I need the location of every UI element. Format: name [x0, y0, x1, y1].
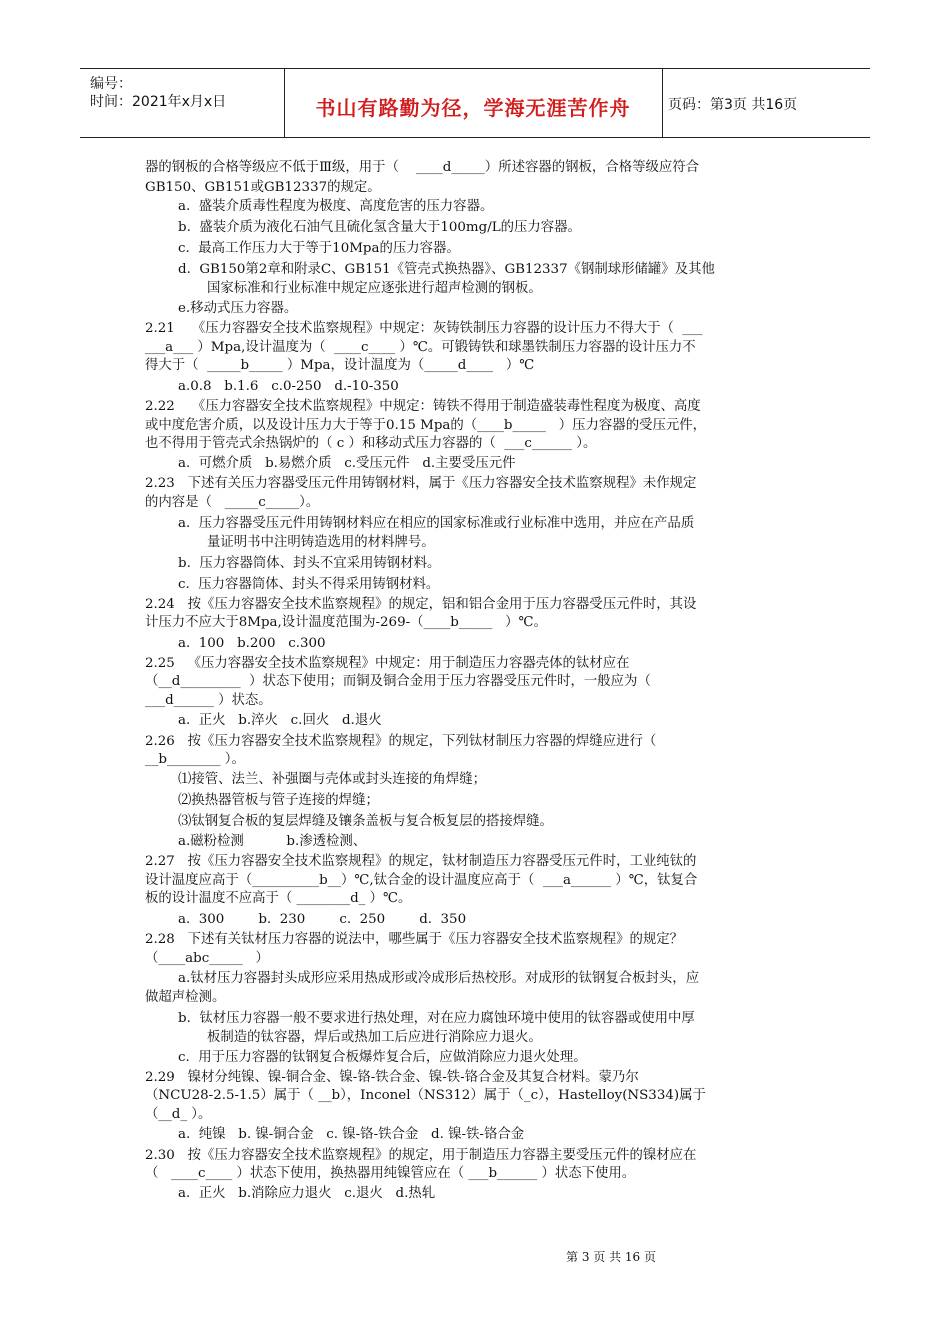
option-line: a. 纯镍 b. 镍-铜合金 c. 镍-铬-铁合金 d. 镍-铁-铬合金	[178, 1127, 525, 1142]
number-label: 编号：	[90, 76, 132, 92]
question-line: 也不得用于管壳式余热锅炉的（ c ）和移动式压力容器的（ ___c______ ）。	[145, 436, 597, 451]
date-label: 时间：2021年x月x日	[90, 94, 227, 110]
option-line: b. 盛装介质为液化石油气且硫化氢含量大于100mg/L的压力容器。	[178, 220, 581, 235]
question-line: 2.27 按《压力容器安全技术监察规程》的规定，钛材制造压力容器受压元件时，工业纯钛的	[145, 854, 697, 869]
option-line: a.磁粉检测 b.渗透检测、	[178, 834, 367, 849]
page-number-label: 页码：第3页 共16页	[668, 97, 798, 113]
question-line: 2.28 下述有关钛材压力容器的说法中，哪些属于《压力容器安全技术监察规程》的规定？	[145, 932, 684, 947]
motto-text: 书山有路勤为径，学海无涯苦作舟	[315, 96, 631, 120]
option-line: e.移动式压力容器。	[178, 301, 298, 316]
question-line: 2.26 按《压力容器安全技术监察规程》的规定，下列钛材制压力容器的焊缝应进行（	[145, 734, 657, 749]
option-line: 量证明书中注明铸造选用的材料牌号。	[207, 535, 435, 550]
option-line: ⑶钛钢复合板的复层焊缝及镶条盖板与复合板复层的搭接焊缝。	[178, 814, 553, 829]
option-line: a. 100 b.200 c.300	[178, 636, 326, 651]
question-line: （____abc_____ ）	[145, 951, 269, 966]
option-line: a. 压力容器受压元件用铸钢材料应在相应的国家标准或行业标准中选用，并应在产品质	[178, 516, 695, 531]
question-line: 得大于（ _____b_____ ）Mpa，设计温度为（_____d____ ）℃	[145, 358, 535, 373]
option-line: b. 压力容器筒体、封头不宜采用铸钢材料。	[178, 556, 441, 571]
option-line: b. 钛材压力容器一般不要求进行热处理，对在应力腐蚀环境中使用的钛容器或使用中厚	[178, 1011, 695, 1026]
text-line: GB150、GB151或GB12337的规定。	[145, 180, 381, 195]
question-line: 2.23 下述有关压力容器受压元件用铸钢材料，属于《压力容器安全技术监察规程》未作规定	[145, 476, 697, 491]
option-line: c. 用于压力容器的钛钢复合板爆炸复合后，应做消除应力退火处理。	[178, 1050, 587, 1065]
question-line: 板的设计温度不应高于（ ________d_ ）℃。	[145, 891, 412, 906]
option-line: a. 可燃介质 b.易燃介质 c.受压元件 d.主要受压元件	[178, 456, 516, 471]
question-line: 或中度危害介质，以及设计压力大于等于0.15 Mpa的（____b_____ ）压力容器的受压元件，	[145, 418, 707, 433]
text-line: 器的钢板的合格等级应不低于Ⅲ级，用于（ ____d_____）所述容器的钢板，合格等级应符合	[145, 160, 700, 175]
question-line: （__d_________ ）状态下使用；而铜及铜合金用于压力容器受压元件时，一般应为（	[145, 674, 651, 689]
option-line: ⑵换热器管板与管子连接的焊缝；	[178, 793, 379, 808]
option-line: a.钛材压力容器封头成形应采用热成形或冷成形后热校形。对成形的钛钢复合板封头，应	[178, 971, 700, 986]
footer-page-number: 第 3 页 共 16 页	[566, 1250, 656, 1264]
question-line: 2.29 镍材分纯镍、镍-铜合金、镍-铬-铁合金、镍-铁-铬合金及其复合材料。蒙乃尔	[145, 1070, 639, 1085]
question-line: ___d______ ）状态。	[145, 693, 272, 708]
question-line: ___a___ ）Mpa,设计温度为（ ____c____ ）℃。可锻铸铁和球墨铁制压力容器的设计压力不	[145, 340, 696, 355]
option-line: ⑴接管、法兰、补强圈与壳体或封头连接的角焊缝；	[178, 772, 486, 787]
option-line: c. 最高工作压力大于等于10Mpa的压力容器。	[178, 241, 460, 256]
option-line: 国家标准和行业标准中规定应逐张进行超声检测的钢板。	[207, 281, 542, 296]
option-line: d. GB150第2章和附录C、GB151《管壳式换热器》、GB12337《钢制球形储罐》及其他	[178, 262, 715, 277]
header-meta-cell	[80, 69, 285, 137]
question-line: 2.21 《压力容器安全技术监察规程》中规定：灰铸铁制压力容器的设计压力不得大于（ ___	[145, 321, 703, 336]
header-page-cell	[664, 69, 870, 137]
header-motto-cell	[284, 69, 663, 137]
question-line: __b________ ）。	[145, 752, 245, 767]
option-line: a. 盛装介质毒性程度为极度、高度危害的压力容器。	[178, 199, 494, 214]
question-line: 计压力不应大于8Mpa,设计温度范围为-269-（____b_____ ）℃。	[145, 615, 547, 630]
option-line: c. 压力容器筒体、封头不得采用铸钢材料。	[178, 577, 440, 592]
question-line: 2.25 《压力容器安全技术监察规程》中规定：用于制造压力容器壳体的钛材应在	[145, 656, 630, 671]
question-line: （ ____c____ ）状态下使用，换热器用纯镍管应在（ ___b______ ）状态下使用。	[145, 1166, 636, 1181]
question-line: 2.22 《压力容器安全技术监察规程》中规定：铸铁不得用于制造盛装毒性程度为极度、高度	[145, 399, 701, 414]
option-line: a. 正火 b.淬火 c.回火 d.退火	[178, 713, 382, 728]
page-header	[80, 68, 870, 138]
option-line: a.0.8 b.1.6 c.0-250 d.-10-350	[178, 379, 399, 394]
question-line: 的内容是（ _____c_____）。	[145, 495, 320, 510]
option-line: a. 正火 b.消除应力退火 c.退火 d.热轧	[178, 1186, 436, 1201]
question-line: 2.24 按《压力容器安全技术监察规程》的规定，铝和铝合金用于压力容器受压元件时，其设	[145, 597, 697, 612]
option-line: 做超声检测。	[145, 990, 226, 1005]
question-line: （__d_ ）。	[145, 1107, 212, 1122]
option-line: a. 300 b. 230 c. 250 d. 350	[178, 912, 467, 927]
question-line: 2.30 按《压力容器安全技术监察规程》的规定，用于制造压力容器主要受压元件的镍材应在	[145, 1148, 697, 1163]
question-line: （NCU28-2.5-1.5）属于（ __b），Inconel（NS312）属于（_c），Hastelloy(NS334)属于	[145, 1088, 706, 1103]
option-line: 板制造的钛容器，焊后或热加工后应进行消除应力退火。	[207, 1030, 542, 1045]
question-line: 设计温度应高于（__________b__）℃,钛合金的设计温度应高于（ ___a______ ）℃，钛复合	[145, 873, 698, 888]
